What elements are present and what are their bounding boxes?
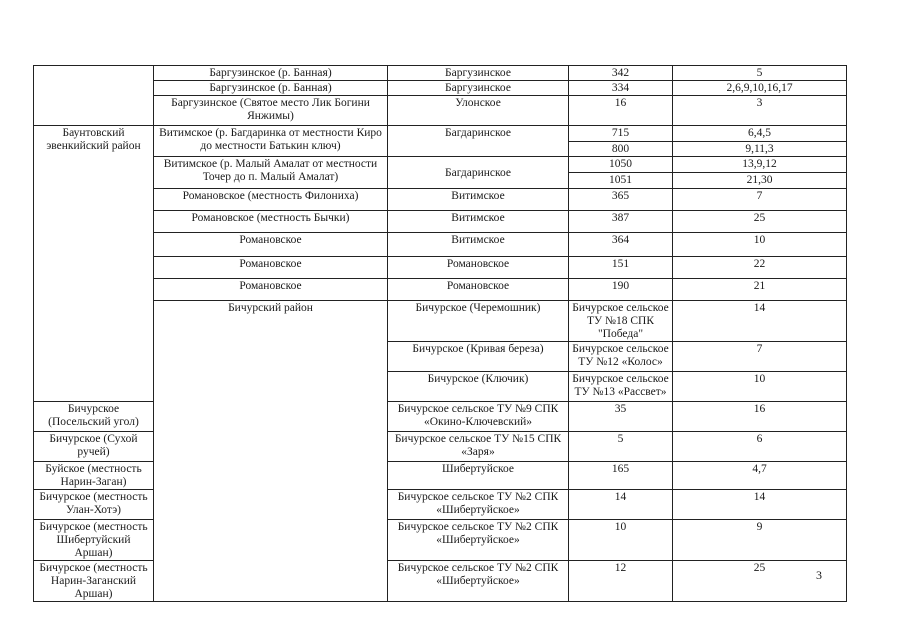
hunting-ground-cell: Бичурское сельское ТУ №2 СПК «Шибертуйское» [388, 561, 569, 602]
hunting-ground-cell: Романовское [388, 257, 569, 279]
quarter-cell: 16 [569, 96, 673, 126]
hunting-ground-cell: Бичурское сельское ТУ №15 СПК «Заря» [388, 432, 569, 462]
quarter-cell: 10 [673, 372, 847, 402]
table-row [34, 301, 847, 342]
hunting-ground-cell: Бичурское сельское ТУ №9 СПК «Окино-Ключевский» [388, 402, 569, 432]
table-row [34, 157, 847, 173]
area-name-cell: Витимское (р. Багдаринка от местности Киро до местности Батькин ключ) [154, 126, 388, 157]
quarter-cell: 14 [569, 490, 673, 520]
area-name-cell: Бичурское (местность Улан-Хотэ) [34, 490, 154, 520]
table-row [34, 81, 847, 96]
quarter-cell: 800 [569, 142, 673, 157]
area-name-cell: Романовское (местность Бычки) [154, 211, 388, 233]
hunting-ground-cell: Бичурское сельское ТУ №2 СПК «Шибертуйское» [388, 520, 569, 561]
section-cell: 14 [673, 490, 847, 520]
area-name-cell: Романовское [154, 233, 388, 257]
quarter-cell: 190 [569, 279, 673, 301]
quarter-cell: 364 [569, 233, 673, 257]
section-cell: 2,6,9,10,16,17 [673, 81, 847, 96]
section-cell: 9 [673, 520, 847, 561]
section-cell: 7 [673, 189, 847, 211]
hunting-ground-cell: Витимское [388, 233, 569, 257]
hunting-ground-cell: Багдаринское [388, 126, 569, 157]
area-name-cell: Баргузинское (р. Банная) [154, 66, 388, 81]
page-number: 3 [816, 568, 822, 582]
table-row [34, 96, 847, 126]
quarter-cell: 715 [569, 126, 673, 142]
quarter-cell: 334 [569, 81, 673, 96]
hunting-ground-cell: Романовское [388, 279, 569, 301]
table-row [34, 211, 847, 233]
section-cell: 10 [673, 233, 847, 257]
section-cell: 5 [673, 66, 847, 81]
section-cell: 25 [673, 211, 847, 233]
quarter-cell: 165 [569, 462, 673, 490]
table-row [34, 66, 847, 81]
hunting-ground-cell: Багдаринское [388, 157, 569, 189]
area-name-cell: Бичурское (Сухой ручей) [34, 432, 154, 462]
table-body [34, 66, 847, 602]
hunting-grounds-table [33, 65, 847, 602]
hunting-ground-cell: Шибертуйское [388, 462, 569, 490]
area-name-cell: Романовское [154, 257, 388, 279]
table-row [34, 189, 847, 211]
area-name-cell: Романовское [154, 279, 388, 301]
section-cell: 16 [673, 402, 847, 432]
section-cell: 3 [673, 96, 847, 126]
district-cell: Бичурский район [154, 301, 388, 602]
table-row [34, 126, 847, 142]
quarter-cell: 14 [673, 301, 847, 342]
quarter-cell: 7 [673, 342, 847, 372]
quarter-cell: 12 [569, 561, 673, 602]
quarter-cell: 387 [569, 211, 673, 233]
section-cell: 6,4,5 [673, 126, 847, 142]
section-cell: 4,7 [673, 462, 847, 490]
hunting-ground-cell: Бичурское сельское ТУ №2 СПК «Шибертуйское» [388, 490, 569, 520]
district-cell: Баунтовский эвенкийский район [34, 126, 154, 402]
quarter-cell: 1050 [569, 157, 673, 173]
area-name-cell: Буйское (местность Нарин-Заган) [34, 462, 154, 490]
area-name-cell: Бичурское (Черемошник) [388, 301, 569, 342]
hunting-ground-cell: Улонское [388, 96, 569, 126]
area-name-cell: Бичурское (местность Нарин-Заганский Аршан) [34, 561, 154, 602]
area-name-cell: Романовское (местность Филониха) [154, 189, 388, 211]
section-cell: 6 [673, 432, 847, 462]
area-name-cell: Баргузинское (р. Банная) [154, 81, 388, 96]
area-name-cell: Бичурское (Кривая береза) [388, 342, 569, 372]
hunting-ground-cell: Баргузинское [388, 66, 569, 81]
table-row [34, 257, 847, 279]
section-cell: 9,11,3 [673, 142, 847, 157]
area-name-cell: Бичурское (местность Шибертуйский Аршан) [34, 520, 154, 561]
area-name-cell: Бичурское (Посельский угол) [34, 402, 154, 432]
quarter-cell: 5 [569, 432, 673, 462]
table-row [34, 279, 847, 301]
hunting-ground-cell: Баргузинское [388, 81, 569, 96]
quarter-cell: 35 [569, 402, 673, 432]
hunting-ground-cell: Бичурское сельское ТУ №18 СПК "Победа" [569, 301, 673, 342]
quarter-cell: 342 [569, 66, 673, 81]
section-cell: 13,9,12 [673, 157, 847, 173]
section-cell: 21,30 [673, 173, 847, 189]
section-cell: 21 [673, 279, 847, 301]
district-cell [34, 66, 154, 126]
quarter-cell: 10 [569, 520, 673, 561]
quarter-cell: 365 [569, 189, 673, 211]
area-name-cell: Бичурское (Ключик) [388, 372, 569, 402]
section-cell: 22 [673, 257, 847, 279]
section-cell: 25 [673, 561, 847, 602]
hunting-ground-cell: Бичурское сельское ТУ №13 «Рассвет» [569, 372, 673, 402]
hunting-ground-cell: Бичурское сельское ТУ №12 «Колос» [569, 342, 673, 372]
hunting-ground-cell: Витимское [388, 211, 569, 233]
table-row [34, 233, 847, 257]
quarter-cell: 151 [569, 257, 673, 279]
hunting-ground-cell: Витимское [388, 189, 569, 211]
area-name-cell: Баргузинское (Святое место Лик Богини Янжимы) [154, 96, 388, 126]
area-name-cell: Витимское (р. Малый Амалат от местности Точер до п. Малый Амалат) [154, 157, 388, 189]
quarter-cell: 1051 [569, 173, 673, 189]
